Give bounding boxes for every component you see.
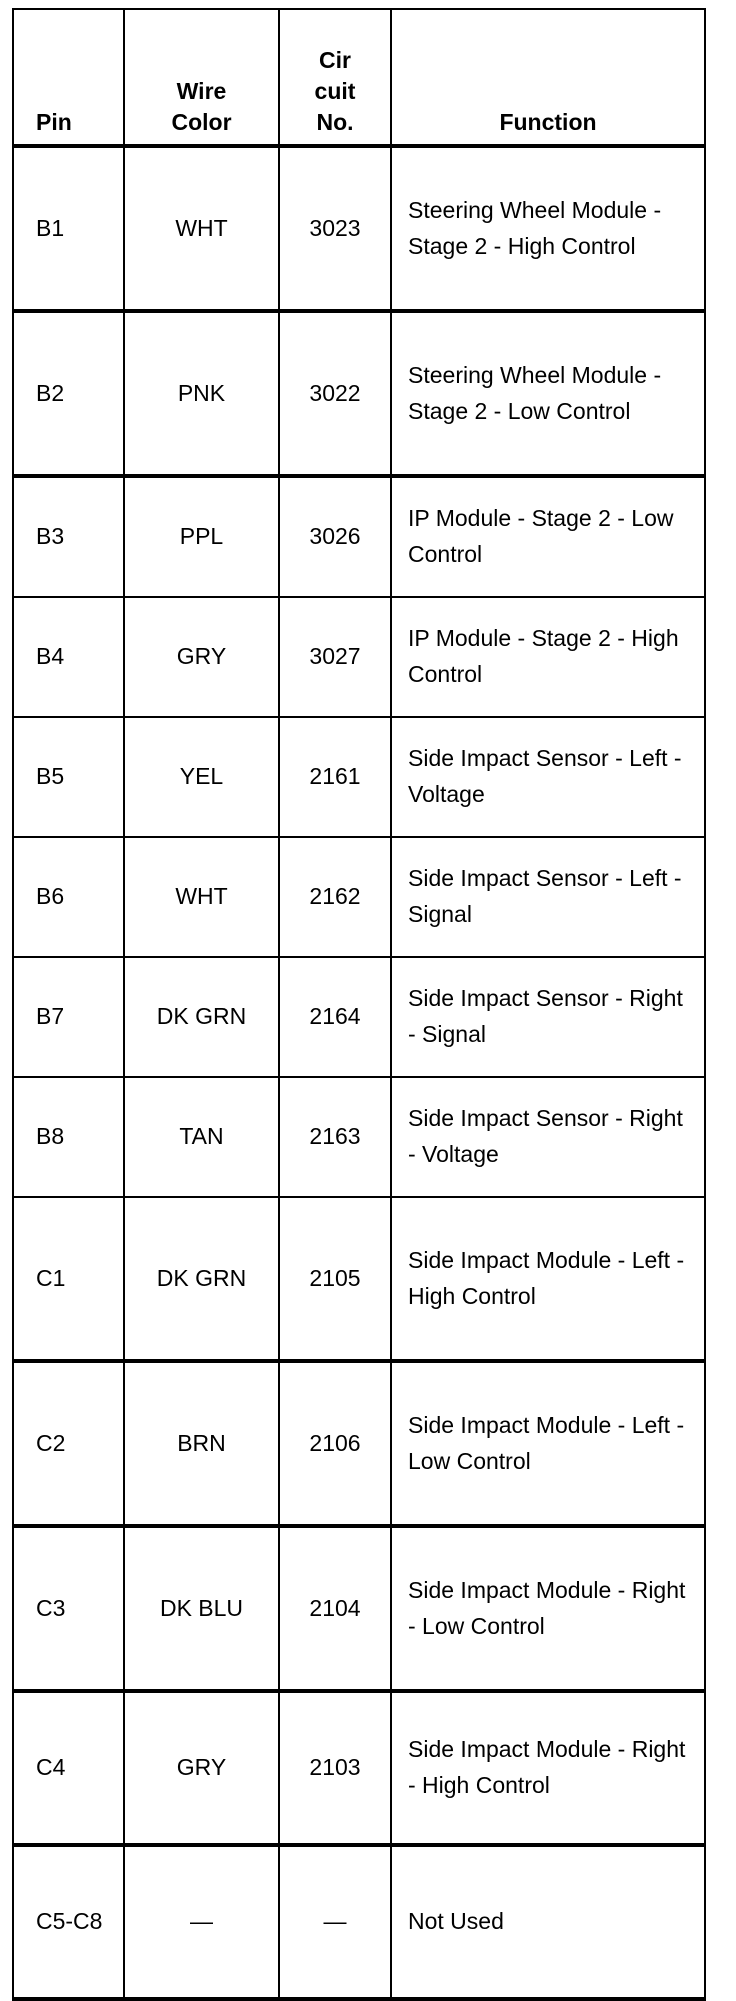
cell-wire-color: BRN — [124, 1361, 279, 1526]
cell-function: Side Impact Sensor - Left - Voltage — [391, 717, 705, 837]
cell-wire-color: DK GRN — [124, 1197, 279, 1361]
cell-circuit: 2106 — [279, 1361, 391, 1526]
cell-pin: B6 — [13, 837, 124, 957]
cell-pin: C2 — [13, 1361, 124, 1526]
table-row — [13, 311, 705, 476]
cell-circuit: 2162 — [279, 837, 391, 957]
cell-function: IP Module - Stage 2 - High Control — [391, 597, 705, 717]
cell-wire-color: WHT — [124, 146, 279, 311]
cell-wire-color: PNK — [124, 311, 279, 476]
cell-function: Steering Wheel Module - Stage 2 - High Control — [391, 146, 705, 311]
header-wire-color-line-2: Color — [171, 108, 232, 135]
cell-wire-color: YEL — [124, 717, 279, 837]
cell-circuit: 2103 — [279, 1691, 391, 1845]
cell-function: Side Impact Sensor - Right - Voltage — [391, 1077, 705, 1197]
connector-pinout-table — [12, 8, 706, 2001]
cell-function: Steering Wheel Module - Stage 2 - Low Control — [391, 311, 705, 476]
table-row — [13, 837, 705, 957]
cell-function: IP Module - Stage 2 - Low Control — [391, 476, 705, 597]
table-row — [13, 597, 705, 717]
cell-wire-color: PPL — [124, 476, 279, 597]
cell-circuit: 2163 — [279, 1077, 391, 1197]
cell-wire-color: TAN — [124, 1077, 279, 1197]
header-circuit-line-1: Cir — [319, 46, 351, 73]
cell-wire-color: GRY — [124, 1691, 279, 1845]
header-wire-color-line-1: Wire — [176, 77, 227, 104]
table-row — [13, 146, 705, 311]
cell-wire-color: DK GRN — [124, 957, 279, 1077]
cell-pin: C4 — [13, 1691, 124, 1845]
table-row — [13, 1197, 705, 1361]
cell-pin: B8 — [13, 1077, 124, 1197]
table-row — [13, 957, 705, 1077]
table-row — [13, 717, 705, 837]
cell-circuit: 2104 — [279, 1526, 391, 1691]
table-row — [13, 476, 705, 597]
cell-wire-color: WHT — [124, 837, 279, 957]
cell-pin: B2 — [13, 311, 124, 476]
header-circuit-no — [279, 9, 391, 146]
header-pin: Pin — [13, 9, 124, 146]
cell-circuit: 2161 — [279, 717, 391, 837]
cell-circuit: 2164 — [279, 957, 391, 1077]
table-row — [13, 1691, 705, 1845]
cell-function: Side Impact Sensor - Left - Signal — [391, 837, 705, 957]
table-row — [13, 1845, 705, 1999]
header-wire-color — [124, 9, 279, 146]
header-function: Function — [391, 9, 705, 146]
cell-function: Side Impact Module - Right - High Control — [391, 1691, 705, 1845]
cell-circuit: 3026 — [279, 476, 391, 597]
cell-wire-color: GRY — [124, 597, 279, 717]
cell-pin: C3 — [13, 1526, 124, 1691]
cell-pin: C5-C8 — [13, 1845, 124, 1999]
cell-circuit: 2105 — [279, 1197, 391, 1361]
table-header-row — [13, 9, 705, 146]
cell-pin: B4 — [13, 597, 124, 717]
cell-circuit: 3022 — [279, 311, 391, 476]
cell-function: Side Impact Sensor - Right - Signal — [391, 957, 705, 1077]
cell-pin: B3 — [13, 476, 124, 597]
cell-function: Side Impact Module - Left - Low Control — [391, 1361, 705, 1526]
cell-circuit: — — [279, 1845, 391, 1999]
cell-pin: B1 — [13, 146, 124, 311]
cell-function: Not Used — [391, 1845, 705, 1999]
cell-pin: B5 — [13, 717, 124, 837]
header-circuit-line-2: cuit — [314, 77, 356, 104]
header-circuit-line-3: No. — [316, 108, 354, 135]
cell-function: Side Impact Module - Left - High Control — [391, 1197, 705, 1361]
cell-pin: C1 — [13, 1197, 124, 1361]
table-row — [13, 1361, 705, 1526]
cell-circuit: 3023 — [279, 146, 391, 311]
table-row — [13, 1526, 705, 1691]
cell-wire-color: DK BLU — [124, 1526, 279, 1691]
table-row — [13, 1077, 705, 1197]
cell-pin: B7 — [13, 957, 124, 1077]
cell-circuit: 3027 — [279, 597, 391, 717]
cell-wire-color: — — [124, 1845, 279, 1999]
cell-function: Side Impact Module - Right - Low Control — [391, 1526, 705, 1691]
